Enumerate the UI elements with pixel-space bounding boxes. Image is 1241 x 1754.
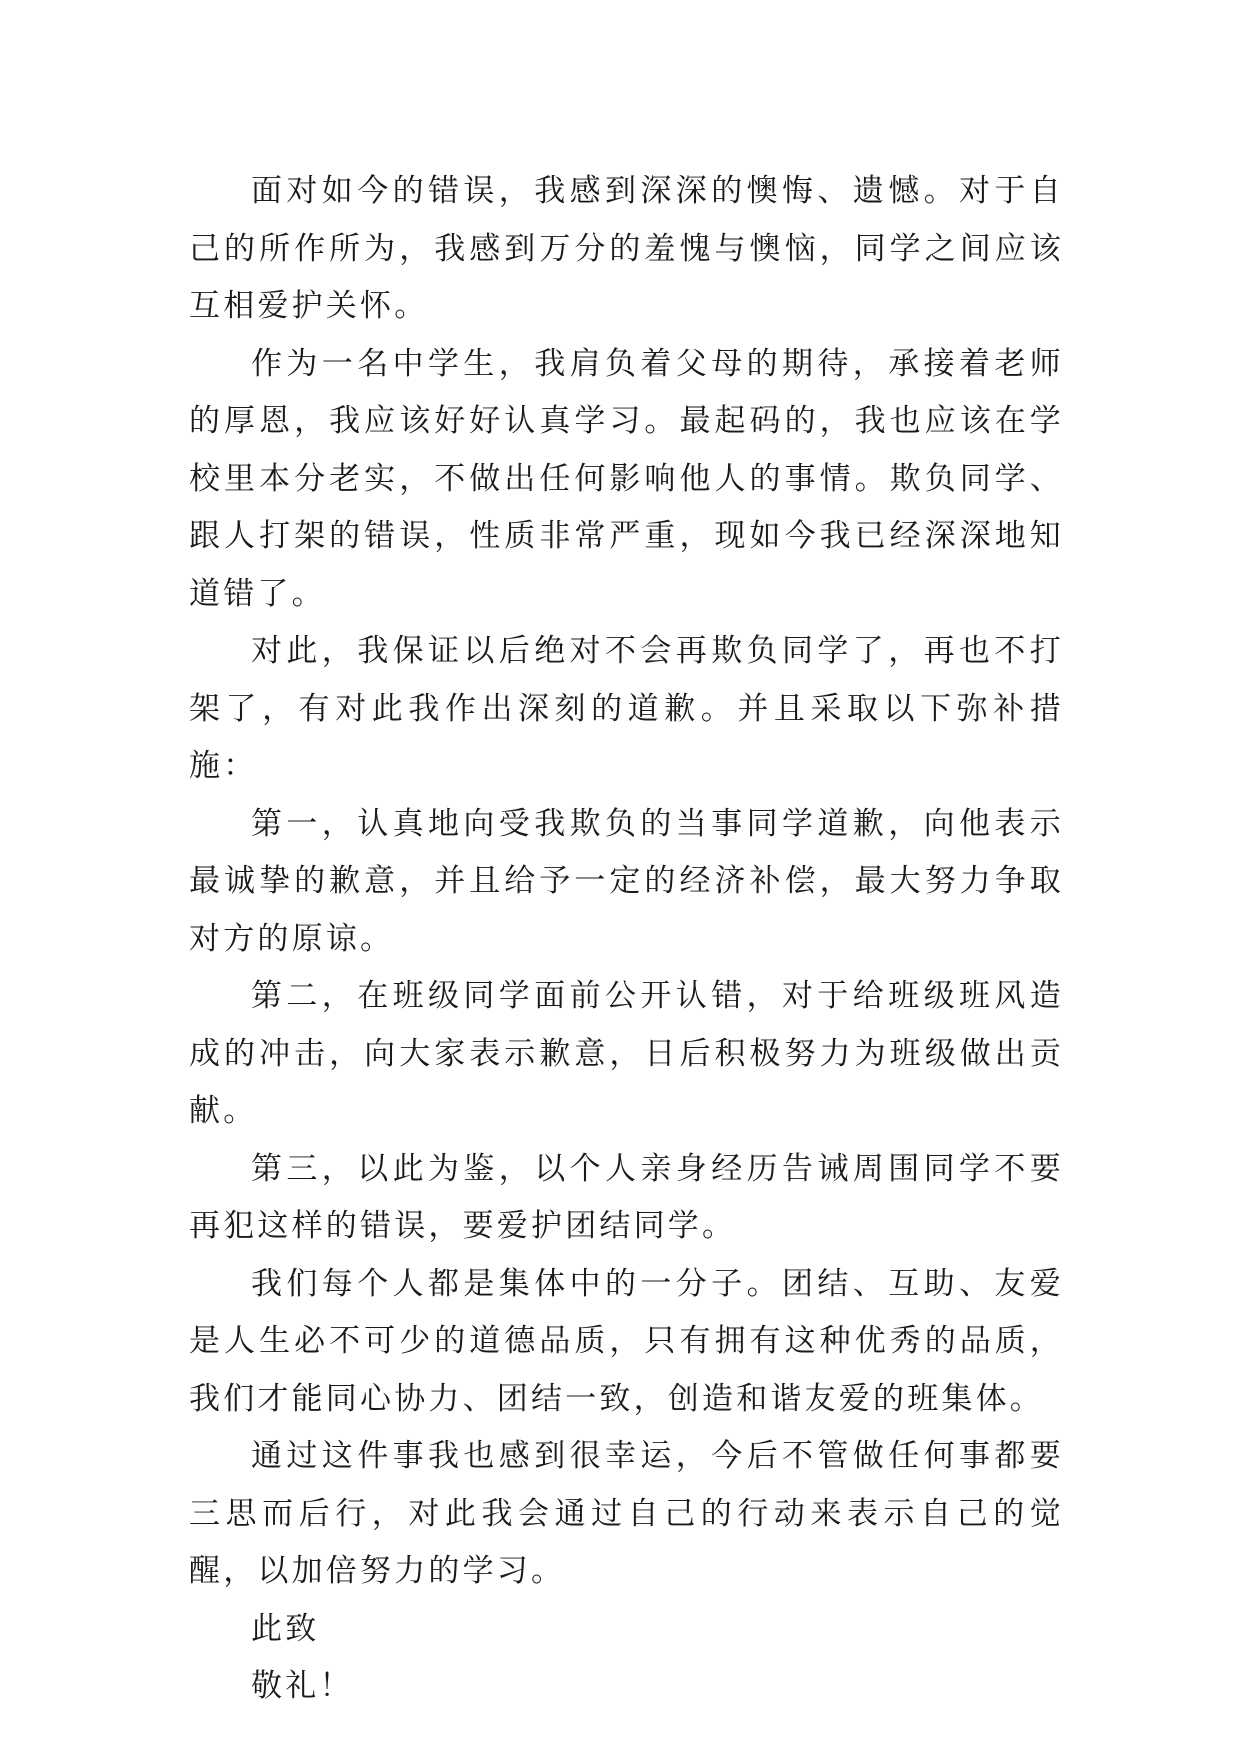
closing-salutation: 此致 [251,1610,320,1647]
paragraph: 通过这件事我也感到很幸运，今后不管做任何事都要三思而后行，对此我会通过自己的行动来表示自己的觉醒，以加倍努力的学习。 [189,1438,1064,1589]
paragraph: 面对如今的错误，我感到深深的懊悔、遗憾。对于自己的所作所为，我感到万分的羞愧与懊恼，同学之间应该互相爱护关怀。 [189,173,1064,324]
letter-body [189,163,1064,1716]
paragraph: 第二，在班级同学面前公开认错，对于给班级班风造成的冲击，向大家表示歉意，日后积极努力为班级做出贡献。 [189,978,1064,1129]
paragraph: 第三，以此为鉴，以个人亲身经历告诫周围同学不要再犯这样的错误，要爱护团结同学。 [189,1150,1064,1244]
paragraph: 作为一名中学生，我肩负着父母的期待，承接着老师的厚恩，我应该好好认真学习。最起码的，我也应该在学校里本分老实，不做出任何影响他人的事情。欺负同学、跟人打架的错误，性质非常严重，现如今我已经深深地知道错了。 [189,345,1064,612]
paragraph: 对此，我保证以后绝对不会再欺负同学了，再也不打架了，有对此我作出深刻的道歉。并且采取以下弥补措施： [189,633,1064,784]
paragraph: 我们每个人都是集体中的一分子。团结、互助、友爱是人生必不可少的道德品质，只有拥有这种优秀的品质，我们才能同心协力、团结一致，创造和谐友爱的班集体。 [189,1265,1064,1417]
paragraph: 第一，认真地向受我欺负的当事同学道歉，向他表示最诚挚的歉意，并且给予一定的经济补偿，最大努力争取对方的原谅。 [189,805,1064,957]
closing-regards: 敬礼！ [251,1668,354,1704]
